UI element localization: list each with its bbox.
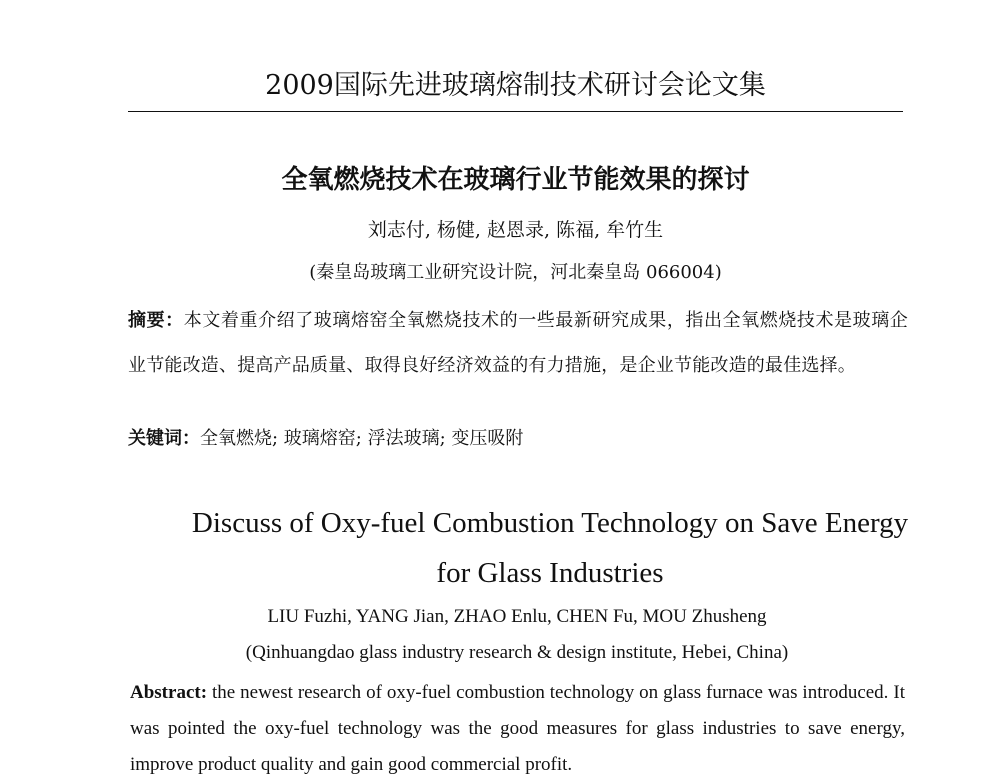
header-rule (128, 111, 903, 112)
chinese-keywords-text: 全氧燃烧; 玻璃熔窑; 浮法玻璃; 变压吸附 (200, 428, 524, 449)
english-title-line-2: for Glass Industries (436, 557, 664, 589)
chinese-abstract (128, 298, 908, 388)
english-abstract-label: Abstract: (130, 682, 208, 703)
chinese-authors: 刘志付, 杨健, 赵恩录, 陈福, 牟竹生 (367, 219, 664, 241)
chinese-keywords (128, 424, 908, 454)
english-title-line-1: Discuss of Oxy-fuel Combustion Technology on Save Energy (191, 507, 909, 539)
running-header: 2009国际先进玻璃熔制技术研讨会论文集 (265, 70, 766, 101)
chinese-abstract-label: 摘要： (128, 310, 184, 331)
chinese-affiliation: (秦皇岛玻璃工业研究设计院，河北秦皇岛 066004) (309, 262, 722, 283)
chinese-abstract-text: 本文着重介绍了玻璃熔窑全氧燃烧技术的一些最新研究成果，指出全氧燃烧技术是玻璃企业节能改造、提高产品质量、取得良好经济效益的有力措施，是企业节能改造的最佳选择。 (128, 310, 908, 376)
chinese-keywords-label: 关键词： (128, 428, 200, 449)
english-affiliation: (Qinhuangdao glass industry research & design institute, Hebei, China) (245, 642, 789, 663)
chinese-title: 全氧燃烧技术在玻璃行业节能效果的探讨 (281, 165, 750, 195)
english-authors: LIU Fuzhi, YANG Jian, ZHAO Enlu, CHEN Fu, MOU Zhusheng (267, 606, 767, 627)
english-abstract-text: the newest research of oxy-fuel combustion technology on glass furnace was introduced. It was pointed the oxy-fuel technology was the good measures for glass industries to save energy, improve product quality and gain good commercial profit. (130, 682, 905, 775)
english-abstract (130, 675, 905, 783)
